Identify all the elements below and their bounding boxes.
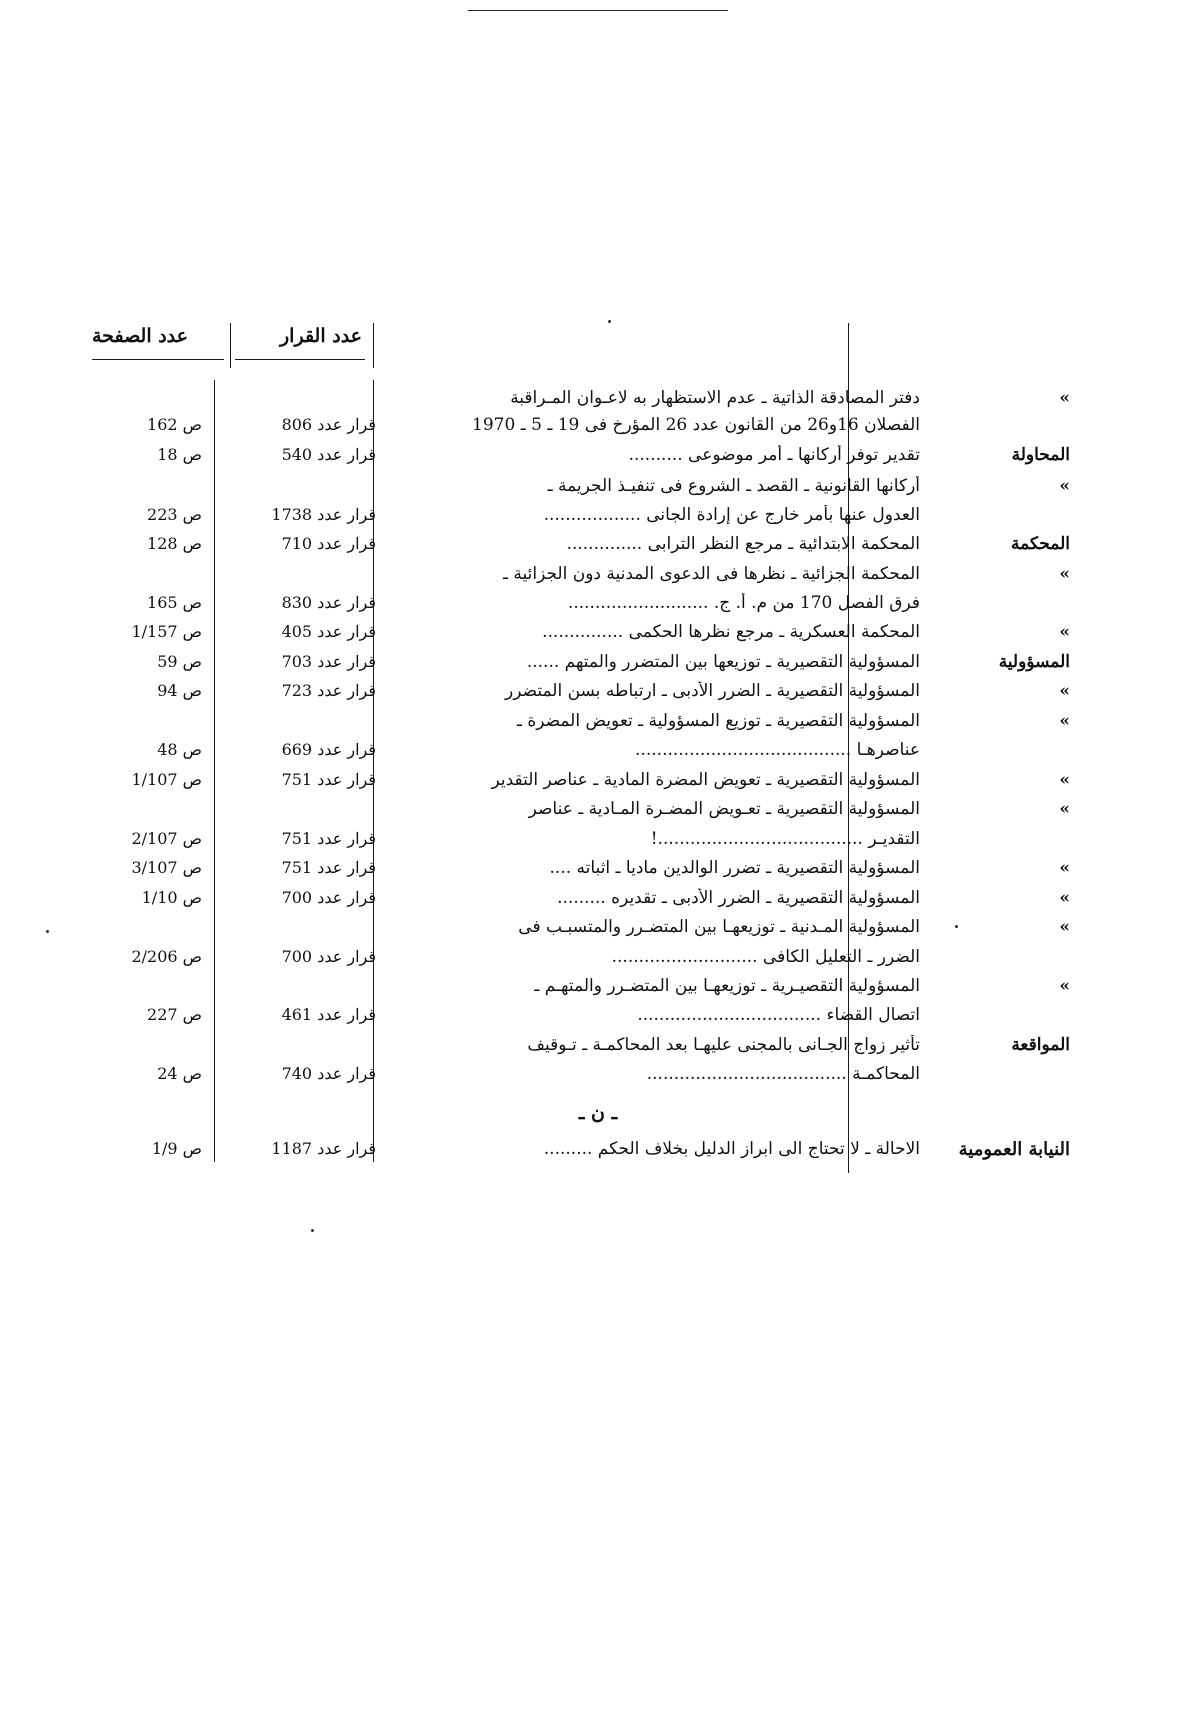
row-entry-text: المسؤولية المـدنية ـ توزيعهـا بين المتضـرر والمتسبـب فى — [518, 917, 920, 937]
row-decision-number: قرار عدد 740 — [281, 1064, 376, 1083]
row-page-number: ص 128 — [147, 534, 202, 553]
row-entry-text: المسؤولية التقصيرية ـ تعـويض المضـرة المـادية ـ عناصر — [528, 799, 920, 819]
row-entry-text: المحكمة العسكرية ـ مرجع نظرها الحكمى ............... — [542, 622, 920, 642]
row-subject-label: » — [1059, 858, 1070, 878]
row-subject-label: » — [1059, 681, 1070, 701]
scan-speck — [311, 1229, 314, 1232]
row-subject-label: المسؤولية — [998, 652, 1070, 672]
row-entry-text: المسؤولية التقصيـرية ـ توزيعهـا بين المتضـرر والمتهـم ـ — [534, 976, 920, 996]
row-subject-label: » — [1059, 711, 1070, 731]
row-subject-label: » — [1059, 388, 1070, 408]
row-entry-text: الضرر ـ التعليل الكافى ........................... — [611, 947, 920, 967]
header-rule-decision — [235, 359, 365, 360]
header-page-number: عدد الصفحة — [92, 325, 188, 347]
row-entry-text: دفتر المصادقة الذاتية ـ عدم الاستظهار به لاعـوان المـراقبة — [510, 388, 920, 408]
row-decision-number: قرار عدد 806 — [281, 415, 376, 434]
row-decision-number: قرار عدد 723 — [281, 681, 376, 700]
row-subject-label: المحاولة — [1011, 445, 1070, 465]
row-page-number: ص 223 — [147, 505, 202, 524]
row-entry-text: المسؤولية التقصيرية ـ توزيعها بين المتضرر والمتهم ...... — [526, 652, 920, 672]
row-decision-number: قرار عدد 703 — [281, 652, 376, 671]
row-entry-text: العدول عنها بأمر خارج عن إرادة الجانى .................. — [543, 505, 920, 525]
final-row-entry: الاحالة ـ لا تحتاج الى ابراز الدليل بخلاف الحكم ......... — [543, 1139, 920, 1159]
final-row-label: النيابة العمومية — [958, 1139, 1070, 1160]
row-subject-label: » — [1059, 564, 1070, 584]
row-page-number: ص 227 — [147, 1005, 202, 1024]
header-separator-page — [230, 323, 231, 368]
row-entry-text: المسؤولية التقصيرية ـ توزيع المسؤولية ـ تعويض المضرة ـ — [516, 711, 920, 731]
section-letter: ـ ن ـ — [578, 1102, 618, 1124]
row-subject-label: » — [1059, 476, 1070, 496]
row-entry-text: اتصال القضاء .................................. — [637, 1005, 920, 1025]
row-subject-label: » — [1059, 917, 1070, 937]
row-entry-text: المحاكمـة ..................................... — [646, 1064, 920, 1084]
row-page-number: ص 18 — [157, 445, 202, 464]
row-entry-text: تقدير توفر أركانها ـ أمر موضوعى .......... — [628, 445, 920, 465]
row-decision-number: قرار عدد 540 — [281, 445, 376, 464]
row-page-number: ص 24 — [157, 1064, 202, 1083]
row-page-number: ص 1/10 — [141, 888, 202, 907]
row-page-number: ص 162 — [147, 415, 202, 434]
scan-speck — [608, 320, 611, 323]
row-entry-text: المسؤولية التقصيرية ـ تعويض المضرة المادية ـ عناصر التقدير — [491, 770, 920, 790]
row-decision-number: قرار عدد 461 — [281, 1005, 376, 1024]
row-page-number: ص 1/157 — [131, 622, 202, 641]
row-entry-text: المسؤولية التقصيرية ـ الضرر الأدبى ـ تقديره ......... — [557, 888, 920, 908]
row-page-number: ص 1/107 — [131, 770, 202, 789]
row-entry-text: أركانها القانونية ـ القصد ـ الشروع فى تنفيـذ الجريمة ـ — [547, 476, 920, 496]
row-page-number: ص 3/107 — [131, 858, 202, 877]
final-row-decision: قرار عدد 1187 — [271, 1139, 376, 1158]
row-page-number: ص 94 — [157, 681, 202, 700]
row-decision-number: قرار عدد 751 — [281, 829, 376, 848]
row-entry-text: عناصرهـا ........................................ — [635, 740, 920, 760]
final-row-page: ص 1/9 — [151, 1139, 202, 1158]
row-decision-number: قرار عدد 830 — [281, 593, 376, 612]
row-subject-label: المحكمة — [1010, 534, 1070, 554]
row-entry-text: المسؤولية التقصيرية ـ الضرر الأدبى ـ ارتباطه بسن المتضرر — [504, 681, 920, 701]
scan-speck — [46, 930, 49, 933]
header-rule-page — [92, 359, 224, 360]
row-decision-number: قرار عدد 669 — [281, 740, 376, 759]
row-entry-text: فرق الفصل 170 من م. أ. ج. .......................... — [567, 593, 920, 613]
scan-speck — [955, 925, 958, 928]
row-entry-text: المسؤولية التقصيرية ـ تضرر الوالدين ماديا ـ اثباته .... — [549, 858, 920, 878]
row-page-number: ص 2/206 — [131, 947, 202, 966]
row-decision-number: قرار عدد 700 — [281, 888, 376, 907]
row-entry-text: التقديـر ......................................! — [650, 829, 920, 849]
row-decision-number: قرار عدد 751 — [281, 858, 376, 877]
row-page-number: ص 2/107 — [131, 829, 202, 848]
row-decision-number: قرار عدد 1738 — [271, 505, 376, 524]
row-subject-label: المواقعة — [1011, 1035, 1070, 1055]
row-subject-label: » — [1059, 770, 1070, 790]
row-decision-number: قرار عدد 405 — [281, 622, 376, 641]
row-subject-label: » — [1059, 622, 1070, 642]
row-subject-label: » — [1059, 799, 1070, 819]
row-subject-label: » — [1059, 888, 1070, 908]
row-decision-number: قرار عدد 700 — [281, 947, 376, 966]
row-decision-number: قرار عدد 751 — [281, 770, 376, 789]
row-entry-text: تأثير زواج الجـانى بالمجنى عليهـا بعد المحاكمـة ـ تـوقيف — [527, 1035, 920, 1055]
row-page-number: ص 48 — [157, 740, 202, 759]
row-decision-number: قرار عدد 710 — [281, 534, 376, 553]
row-subject-label: » — [1059, 976, 1070, 996]
header-decision-number: عدد القرار — [280, 325, 363, 347]
row-entry-text: الفصلان 16و26 من القانون عدد 26 المؤرخ فى 19 ـ 5 ـ 1970 — [472, 415, 920, 435]
row-page-number: ص 59 — [157, 652, 202, 671]
header-separator-decision — [373, 323, 374, 368]
top-rule — [468, 10, 728, 11]
row-page-number: ص 165 — [147, 593, 202, 612]
column-divider-page — [214, 380, 215, 1162]
row-entry-text: المحكمة الجزائية ـ نظرها فى الدعوى المدنية دون الجزائية ـ — [503, 564, 920, 584]
row-entry-text: المحكمة الابتدائية ـ مرجع النظر الترابى .............. — [566, 534, 920, 554]
